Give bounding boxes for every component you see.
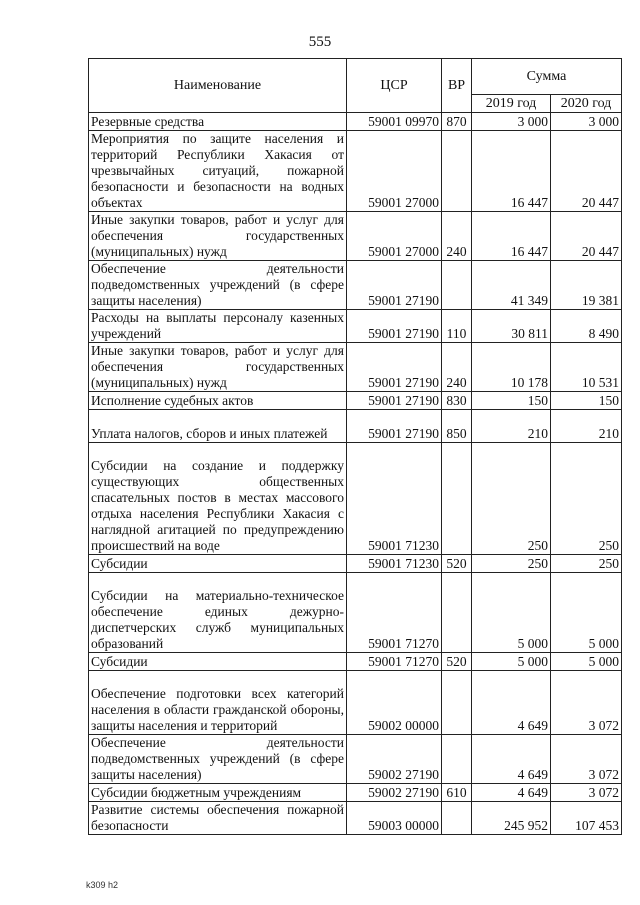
row-csr: 59001 27190	[347, 310, 442, 343]
row-vr	[442, 573, 472, 653]
row-vr: 830	[442, 392, 472, 410]
row-sum-2020: 250	[551, 443, 622, 555]
row-csr: 59001 27000	[347, 212, 442, 261]
header-year-2020: 2020 год	[551, 95, 622, 113]
row-sum-2020: 10 531	[551, 343, 622, 392]
row-vr: 870	[442, 113, 472, 131]
row-vr: 520	[442, 555, 472, 573]
row-name: Субсидии на создание и поддержку существующих общественных спасательных постов в местах массового отдыха населения Республики Хакасия с наглядной агитацией по предупреждению происшествий на воде	[89, 443, 347, 555]
row-sum-2019: 4 649	[472, 671, 551, 735]
row-sum-2020: 107 453	[551, 802, 622, 835]
row-csr: 59003 00000	[347, 802, 442, 835]
row-sum-2020: 8 490	[551, 310, 622, 343]
row-sum-2019: 10 178	[472, 343, 551, 392]
table-row	[89, 310, 622, 343]
table-row	[89, 735, 622, 784]
table-row	[89, 443, 622, 555]
table-row	[89, 212, 622, 261]
header-csr: ЦСР	[347, 59, 442, 113]
row-csr: 59002 00000	[347, 671, 442, 735]
row-sum-2020: 19 381	[551, 261, 622, 310]
table-row	[89, 784, 622, 802]
row-vr: 610	[442, 784, 472, 802]
row-vr: 850	[442, 410, 472, 443]
row-csr: 59001 71230	[347, 555, 442, 573]
row-sum-2020: 3 000	[551, 113, 622, 131]
row-sum-2019: 245 952	[472, 802, 551, 835]
row-csr: 59001 71230	[347, 443, 442, 555]
row-csr: 59001 27190	[347, 392, 442, 410]
row-sum-2019: 3 000	[472, 113, 551, 131]
row-vr: 240	[442, 343, 472, 392]
row-sum-2020: 150	[551, 392, 622, 410]
row-name: Расходы на выплаты персоналу казенных учреждений	[89, 310, 347, 343]
row-vr	[442, 735, 472, 784]
row-csr: 59001 27190	[347, 410, 442, 443]
table-row	[89, 802, 622, 835]
row-sum-2019: 5 000	[472, 653, 551, 671]
table-row	[89, 671, 622, 735]
row-name: Уплата налогов, сборов и иных платежей	[89, 410, 347, 443]
row-csr: 59001 09970	[347, 113, 442, 131]
table-body	[89, 113, 622, 835]
header-year-2019: 2019 год	[472, 95, 551, 113]
table-row	[89, 113, 622, 131]
row-csr: 59001 27190	[347, 261, 442, 310]
header-name: Наименование	[89, 59, 347, 113]
row-sum-2020: 3 072	[551, 671, 622, 735]
row-csr: 59002 27190	[347, 784, 442, 802]
row-name: Иные закупки товаров, работ и услуг для обеспечения государственных (муниципальных) нужд	[89, 212, 347, 261]
row-vr	[442, 261, 472, 310]
row-sum-2020: 3 072	[551, 784, 622, 802]
budget-table	[88, 58, 622, 835]
row-vr: 240	[442, 212, 472, 261]
table-row	[89, 555, 622, 573]
table-row	[89, 573, 622, 653]
row-vr	[442, 443, 472, 555]
row-sum-2019: 4 649	[472, 735, 551, 784]
table-row	[89, 410, 622, 443]
table-row	[89, 131, 622, 212]
row-vr	[442, 131, 472, 212]
row-sum-2020: 5 000	[551, 653, 622, 671]
row-sum-2019: 41 349	[472, 261, 551, 310]
row-sum-2019: 250	[472, 555, 551, 573]
row-name: Исполнение судебных актов	[89, 392, 347, 410]
header-sum: Сумма	[472, 59, 622, 95]
row-sum-2019: 210	[472, 410, 551, 443]
row-sum-2019: 5 000	[472, 573, 551, 653]
row-csr: 59001 71270	[347, 573, 442, 653]
row-name: Обеспечение деятельности подведомственных учреждений (в сфере защиты населения)	[89, 735, 347, 784]
row-name: Обеспечение деятельности подведомственных учреждений (в сфере защиты населения)	[89, 261, 347, 310]
row-vr	[442, 671, 472, 735]
row-vr	[442, 802, 472, 835]
table-row	[89, 392, 622, 410]
row-name: Субсидии	[89, 653, 347, 671]
row-sum-2019: 4 649	[472, 784, 551, 802]
row-csr: 59001 27190	[347, 343, 442, 392]
row-name: Субсидии	[89, 555, 347, 573]
row-sum-2020: 20 447	[551, 212, 622, 261]
row-sum-2020: 20 447	[551, 131, 622, 212]
header-vr: ВР	[442, 59, 472, 113]
table-row	[89, 343, 622, 392]
row-name: Резервные средства	[89, 113, 347, 131]
table-row	[89, 261, 622, 310]
row-name: Развитие системы обеспечения пожарной безопасности	[89, 802, 347, 835]
row-sum-2019: 30 811	[472, 310, 551, 343]
row-sum-2020: 250	[551, 555, 622, 573]
row-name: Субсидии бюджетным учреждениям	[89, 784, 347, 802]
row-sum-2020: 3 072	[551, 735, 622, 784]
row-sum-2019: 250	[472, 443, 551, 555]
row-sum-2019: 16 447	[472, 212, 551, 261]
row-vr: 520	[442, 653, 472, 671]
row-name: Мероприятия по защите населения и территорий Республики Хакасия от чрезвычайных ситуаций, пожарной безопасности и безопасности на водных объектах	[89, 131, 347, 212]
row-sum-2019: 16 447	[472, 131, 551, 212]
row-csr: 59001 71270	[347, 653, 442, 671]
row-name: Иные закупки товаров, работ и услуг для обеспечения государственных (муниципальных) нужд	[89, 343, 347, 392]
row-sum-2020: 5 000	[551, 573, 622, 653]
table-row	[89, 653, 622, 671]
row-vr: 110	[442, 310, 472, 343]
footer-code: k309 h2	[86, 880, 119, 890]
table-header	[89, 59, 622, 113]
row-csr: 59001 27000	[347, 131, 442, 212]
row-sum-2020: 210	[551, 410, 622, 443]
row-csr: 59002 27190	[347, 735, 442, 784]
row-sum-2019: 150	[472, 392, 551, 410]
row-name: Обеспечение подготовки всех категорий населения в области гражданской обороны, защиты населения и территорий	[89, 671, 347, 735]
row-name: Субсидии на материально-техническое обеспечение единых дежурно-диспетчерских служб муниципальных образований	[89, 573, 347, 653]
page-number: 555	[308, 34, 332, 50]
